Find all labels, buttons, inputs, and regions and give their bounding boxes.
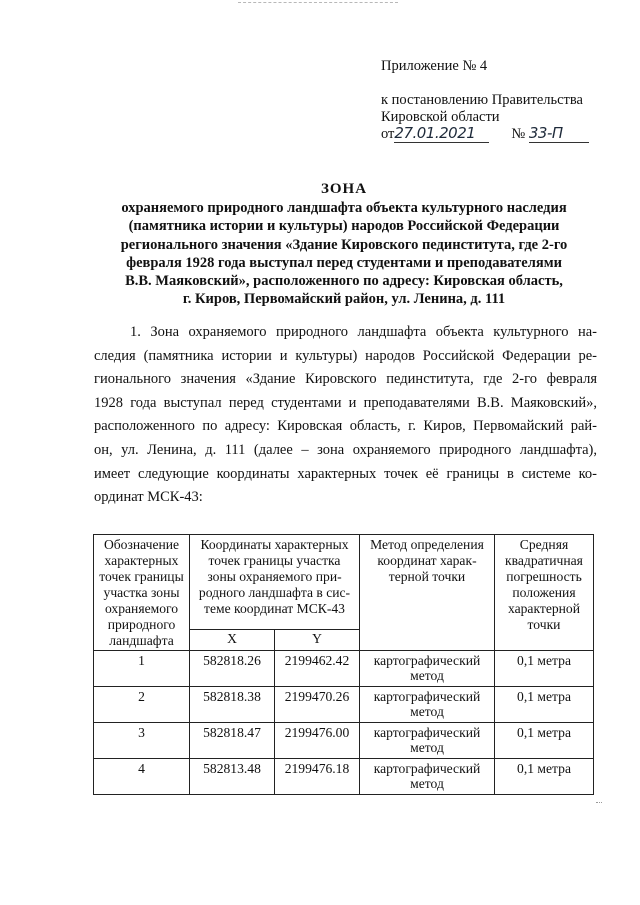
header-method: Метод определения координат харак-терной точки: [360, 535, 495, 651]
paragraph-line: гионального значения «Здание Кировского пединститута, где 2-го февраля: [94, 371, 597, 388]
header-y: Y: [275, 629, 360, 650]
title-line: (памятника истории и культуры) народов Российской Федерации: [128, 218, 560, 235]
cell-point: 3: [94, 723, 190, 759]
table-row: [94, 723, 594, 759]
cell-method: картографический метод: [360, 651, 495, 687]
header-error: Средняя квадратичная погрешность положения характерной точки: [495, 535, 594, 651]
scan-artifact: [596, 802, 602, 805]
appendix-label: Приложение № 4: [381, 58, 488, 74]
decree-date-line: [381, 126, 589, 143]
title-line: г. Киров, Первомайский район, ул. Ленина, д. 111: [182, 291, 506, 308]
number-prefix: №: [511, 126, 526, 142]
header-x: X: [190, 629, 275, 650]
title-line: охраняемого природного ландшафта объекта культурного наследия: [121, 200, 567, 217]
paragraph-line: ординат МСК-43:: [94, 489, 203, 506]
document-title: [80, 180, 608, 308]
cell-error: 0,1 метра: [495, 723, 594, 759]
cell-error: 0,1 метра: [495, 651, 594, 687]
cell-y: 2199462.42: [275, 651, 360, 687]
table-row: [94, 687, 594, 723]
paragraph-1: [94, 321, 597, 510]
coordinates-table: [93, 534, 594, 795]
decree-line-1: к постановлению Правительства: [381, 92, 583, 108]
cell-method: картографический метод: [360, 687, 495, 723]
cell-x: 582813.48: [190, 759, 275, 795]
title-line: В.В. Маяковский», расположенного по адресу: Кировская область,: [125, 273, 563, 290]
handwritten-number: 33-П: [528, 124, 563, 142]
paragraph-line: расположенного по адресу: Кировская область, г. Киров, Первомайский рай-: [94, 418, 597, 435]
paragraph-line: имеет следующие координаты характерных точек её границы в системе ко-: [94, 465, 597, 482]
table-row: [94, 759, 594, 795]
cell-y: 2199476.18: [275, 759, 360, 795]
date-field: [394, 126, 489, 143]
cell-point: 4: [94, 759, 190, 795]
table-row: [94, 651, 594, 687]
title-heading: ЗОНА: [320, 181, 368, 197]
cell-method: картографический метод: [360, 723, 495, 759]
cell-method: картографический метод: [360, 759, 495, 795]
cell-point: 1: [94, 651, 190, 687]
title-line: регионального значения «Здание Кировского пединститута, где 2-го: [120, 236, 568, 253]
cell-x: 582818.38: [190, 687, 275, 723]
cell-error: 0,1 метра: [495, 687, 594, 723]
cell-y: 2199476.00: [275, 723, 360, 759]
cell-x: 582818.47: [190, 723, 275, 759]
cell-point: 2: [94, 687, 190, 723]
header-coordinates: Координаты характерных точек границы участка зоны охраняемого при-родного ландшафта в сис-теме координат МСК-43: [190, 535, 360, 630]
cell-y: 2199470.26: [275, 687, 360, 723]
title-line: февраля 1928 года выступал перед студентами и преподавателями: [126, 254, 562, 271]
header-point-designation: Обозначение характерных точек границы участка зоны охраняемого природного ландшафта: [94, 535, 190, 651]
scan-artifact: [238, 2, 398, 7]
paragraph-line: он, ул. Ленина, д. 111 (далее – зона охраняемого природного ландшафта),: [94, 441, 597, 458]
decree-reference: [381, 92, 589, 143]
paragraph-line: 1. Зона охраняемого природного ландшафта объекта культурного на-: [130, 324, 597, 340]
decree-line-2: Кировской области: [381, 109, 500, 125]
number-field: [529, 126, 589, 143]
date-prefix: от: [381, 126, 395, 142]
cell-error: 0,1 метра: [495, 759, 594, 795]
paragraph-line: следия (памятника истории и культуры) народов Российской Федерации ре-: [94, 347, 597, 364]
paragraph-line: 1928 года выступал перед студентами и преподавателями В.В. Маяковский»,: [94, 394, 597, 411]
handwritten-date: 27.01.2021: [394, 124, 476, 142]
cell-x: 582818.26: [190, 651, 275, 687]
